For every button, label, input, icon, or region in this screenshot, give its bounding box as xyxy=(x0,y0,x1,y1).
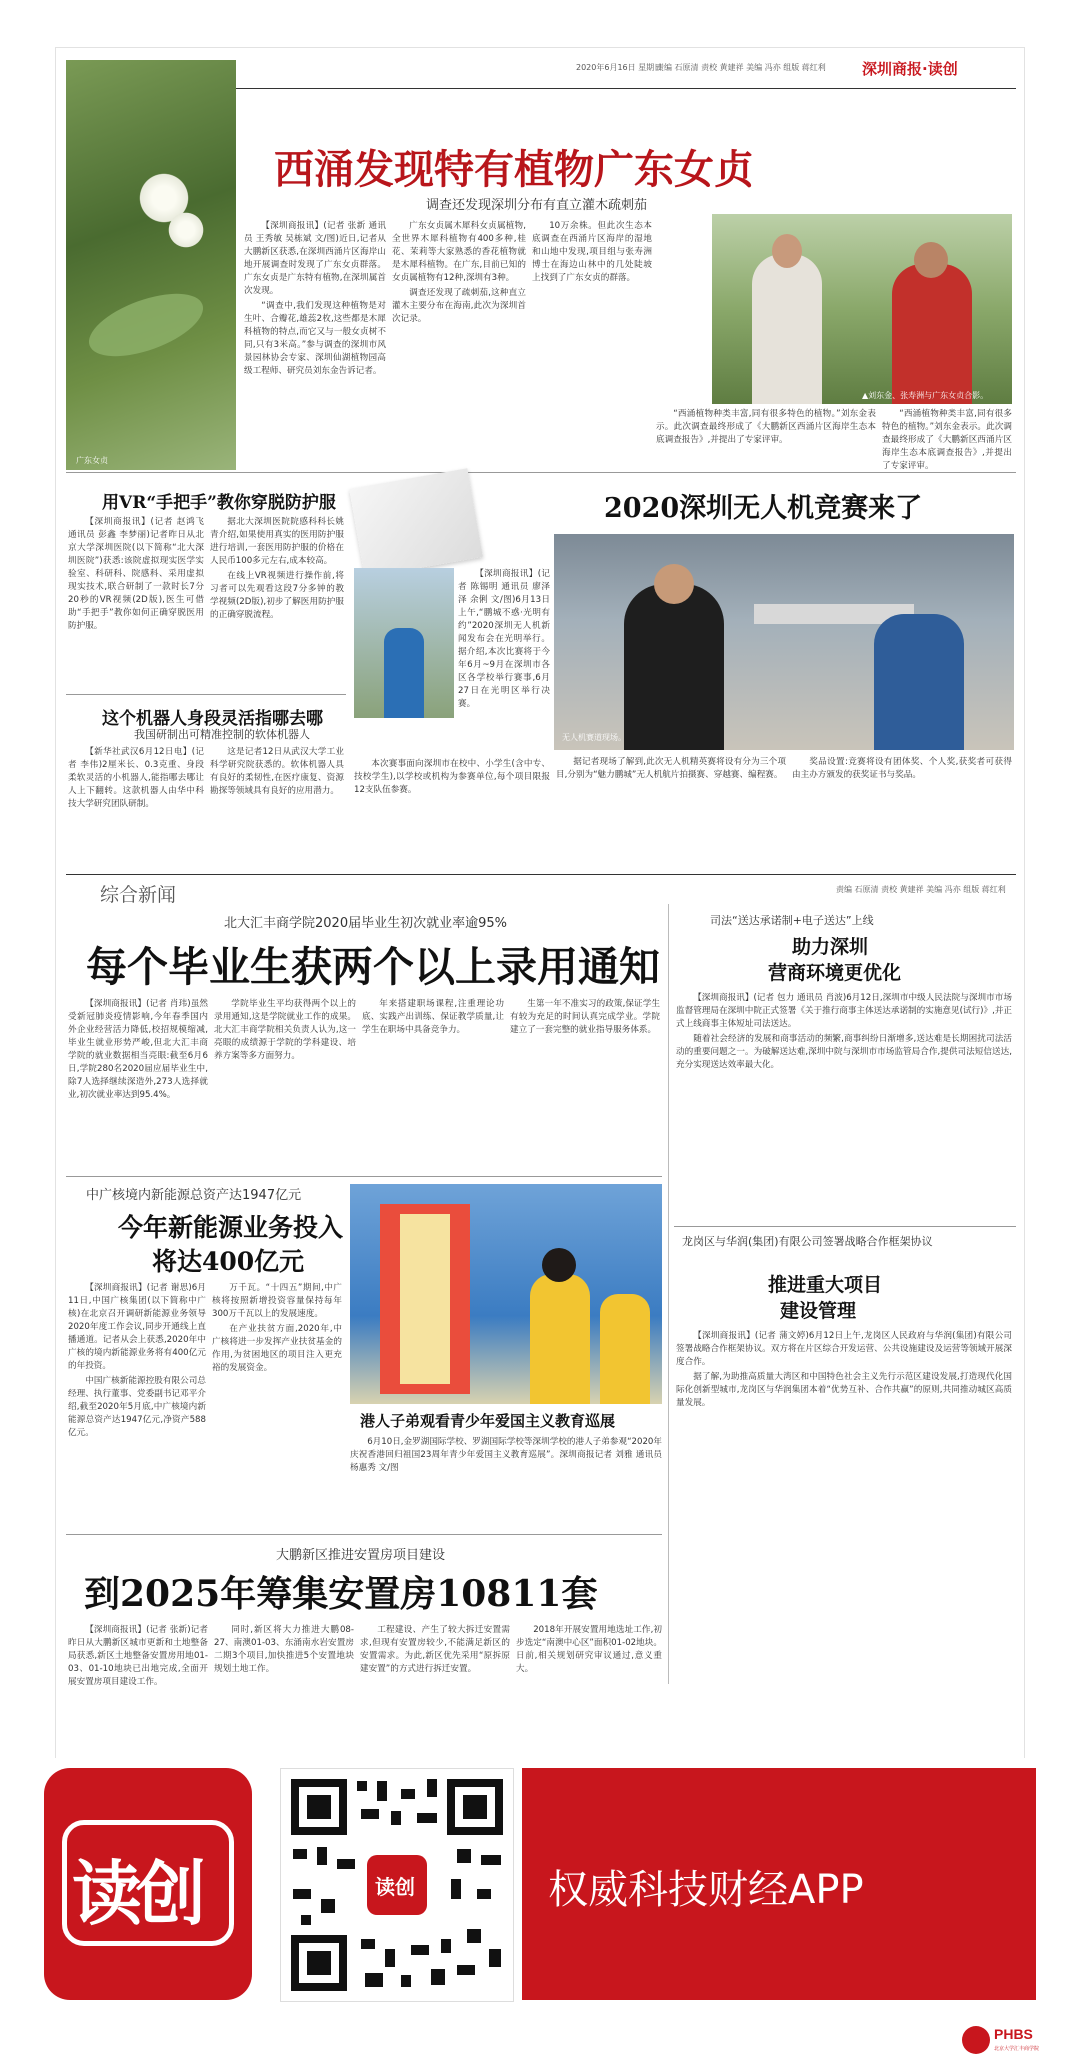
story4-column-3: 据记者现场了解到,此次无人机精英赛将设有分为三个项目,分别为“魅力鹏城”无人机航片拍摄赛、穿越赛、编程赛。 xyxy=(556,757,786,780)
phbs-logo-icon xyxy=(962,2026,990,2054)
photo-drone-contest xyxy=(554,534,1014,750)
slogan-box xyxy=(522,1768,1036,2000)
story4-column-2: 本次赛事面向深圳市在校中、小学生(含中专、技校学生),以学校或机构为参赛单位,每个项目限报12支队伍参赛。 xyxy=(354,759,550,795)
story1-column-4: “西涌植物种类丰富,同有很多特色的植物。”刘东金表示。此次调查最终形成了《大鹏新区西涌片区海岸生态本底调查报告》,并提出了专家评审。 xyxy=(656,409,876,445)
photo-caption-right: ▲刘东金、张寿洲与广东女贞合影。 xyxy=(862,391,989,400)
slogan-text: 权威科技财经APP xyxy=(548,1867,864,1913)
story7-headline: 港人子弟观看青少年爱国主义教育巡展 xyxy=(360,1412,616,1430)
story10-kicker: 大鹏新区推进安置房项目建设 xyxy=(276,1548,446,1563)
photo-exhibition xyxy=(350,1184,662,1404)
app-banner xyxy=(0,1758,1080,2064)
story3-column-1: 【新华社武汉6月12日电】(记者 李伟)2厘米长、0.3克重、身段柔软灵活的小机器人,能指哪去哪让人上下翻转。这款机器人由华中科技大学研究团队研制。 xyxy=(68,747,204,809)
qr-code[interactable] xyxy=(280,1768,514,2002)
paper-plane-graphic xyxy=(349,468,483,577)
story6-headline-line1: 今年新能源业务投入 xyxy=(118,1213,344,1242)
story4-photo-caption: 无人机赛道现场。 xyxy=(562,733,626,742)
page2-section-label: 综合新闻 xyxy=(100,884,177,906)
story4-column-1: 【深圳商报讯】(记者 陈锡明 通讯员 廖泽泽 余俐 文/图)6月13日上午,“鹏城不惑·光明有约”2020深圳无人机新闻发布会在光明举行。据介绍,本次比赛将于今年6月~9月在深圳市各区各学校举行赛事,6月27日在光明区举行决赛。 xyxy=(458,569,550,709)
story5-column-1: 【深圳商报讯】(记者 肖玮)虽然受新冠肺炎疫情影响,今年春季国内外企业经营活力降低,校招规模缩减,毕业生就业形势严峻,但北大汇丰商学院的就业数据相当亮眼:截至6月6日,学院280名2020届应届毕业生中,除7人选择继续深造外,273人选择就业,初次就业率达到95.4%。 xyxy=(68,999,208,1100)
story8-headline-line1: 助力深圳 xyxy=(792,936,869,958)
story5-kicker: 北大汇丰商学院2020届毕业生初次就业率逾95% xyxy=(224,916,507,931)
story6-kicker: 中广核境内新能源总资产达1947亿元 xyxy=(86,1188,302,1203)
paper-name: 深圳商报·读创 xyxy=(862,60,958,78)
story6-column-1: 【深圳商报讯】(记者 谢思)6月11日,中国广核集团(以下简称中广核)在北京召开调研新能源业务领导2020年度工作会议,同步开通线上直播通道。记者从会上获悉,2020年中广核的境内新能源业务将有400亿元的年投资。 中国广核新能源控股有限公司总经理、执行董事、党委副书记邓平介绍,截至2020年5月底,中广核境内新能源总资产达1947亿元,净资产588亿元。 xyxy=(68,1283,206,1438)
page2-editors: 责编 石原清 责校 黄建祥 美编 冯亦 组版 蒋红利 xyxy=(836,885,1006,894)
story3-column-2: 这是记者12日从武汉大学工业科学研究院获悉的。软体机器人具有良好的柔韧性,在医疗康复、资源勘探等领域具有良好的应用潜力。 xyxy=(210,747,344,796)
story2-headline: 用VR“手把手”教你穿脱防护服 xyxy=(102,493,336,513)
editors-line: 责编 石原清 责校 黄建祥 美编 冯亦 组版 蒋红利 xyxy=(656,63,826,72)
qr-center-logo: 读创 xyxy=(375,1875,415,1899)
story7-body: 6月10日,金罗湖国际学校、罗湖国际学校等深圳学校的港人子弟参观“2020年庆祝香港回归祖国23周年青少年爱国主义教育巡展”。深圳商报记者 刘雅 通讯员 杨惠秀 文/图 xyxy=(350,1437,662,1473)
newspaper-page xyxy=(56,48,1024,1758)
photo-drone-small xyxy=(354,568,454,718)
story3-subhead: 我国研制出可精准控制的软体机器人 xyxy=(134,728,310,741)
story5-column-4: 生第一年不准实习的政策,保证学生有较为充足的时间认真完成学业。学院建立了一套完整的就业指导服务体系。 xyxy=(510,999,660,1035)
story5-column-3: 年来搭建职场课程,注重理论功底、实践产出训练、保证教学质量,让学生在职场中具备竞争力。 xyxy=(362,999,504,1035)
story10-column-1: 【深圳商报讯】(记者 张新)记者昨日从大鹏新区城市更新和土地整备局获悉,新区土地整备安置房用地01-03、01-10地块已出地完成,全面开展安置房项目建设工作。 xyxy=(68,1625,208,1687)
story10-column-2: 同时,新区将大力推进大鹏08-27、南澳01-03、东涌南水岩安置房二期3个项目,加快推进5个安置地块规划土地工作。 xyxy=(214,1625,354,1674)
story9-body: 【深圳商报讯】(记者 蒲文婷)6月12日上午,龙岗区人民政府与华润(集团)有限公司签署战略合作框架协议。双方将在片区综合开发运营、公共设施建设及运营等领域开展深度合作。 据了解,为助推高质量大湾区和中国特色社会主义先行示范区建设发展,打造现代化国际化创新型城市,龙岗区与华润集团本着“优势互补、合作共赢”的原则,共同推动城区高质量发展。 xyxy=(676,1331,1012,1408)
story5-column-2: 学院毕业生平均获得两个以上的录用通知,这是学院就业工作的成果。北大汇丰商学院相关负责人认为,这一亮眼的成绩源于学院的学科建设、培养方案等多方面努力。 xyxy=(214,999,356,1061)
story1-headline: 西涌发现特有植物广东女贞 xyxy=(274,146,754,193)
story2-column-1: 【深圳商报讯】(记者 赵鸿飞 通讯员 彭鑫 李梦丽)记者昨日从北京大学深圳医院(以下简称“北大深圳医院”)获悉:该院虚拟现实医学实验室、科研科、院感科、采用虚拟现实技术,联合研制了一款时长7分20秒的VR视频(2D版),医生可借助“手把手”教你如何正确穿脱医用防护服。 xyxy=(68,517,204,631)
story3-headline: 这个机器人身段灵活指哪去哪 xyxy=(102,709,323,729)
story6-headline-line2: 将达400亿元 xyxy=(152,1247,305,1276)
photo-guangdong-privet xyxy=(66,60,236,470)
story10-column-3: 工程建设、产生了较大拆迁安置需求,但现有安置房较少,不能满足新区的安置需求。为此,新区优先采用“原拆原建安置”的方式进行拆迁安置。 xyxy=(360,1625,510,1674)
date-line: 2020年6月16日 星期日 xyxy=(576,63,663,72)
brand-logo-text: 读创 xyxy=(72,1852,200,1935)
phbs-logo-subtitle: 北京大学汇丰商学院 xyxy=(994,2046,1040,2052)
photo-researchers xyxy=(712,214,1012,404)
story1-column-5: “西涌植物种类丰富,同有很多特色的植物。”刘东金表示。此次调查最终形成了《大鹏新区西涌片区海岸生态本底调查报告》,并提出了专家评审。 xyxy=(882,409,1012,471)
brand-logo-box[interactable] xyxy=(44,1768,252,2000)
story2-column-2: 据北大深圳医院院感科科长姚青介绍,如果使用真实的医用防护服进行培训,一套医用防护服的价格在人民币100多元左右,成本较高。 在线上VR视频进行操作前,将习者可以先观看这段7分多钟的教学视频(2D版),初步了解医用防护服的正确穿脱流程。 xyxy=(210,517,344,620)
story9-headline-line2: 建设管理 xyxy=(780,1300,857,1322)
story9-headline-line1: 推进重大项目 xyxy=(768,1274,883,1296)
story4-column-4: 奖品设置:竞赛将设有团体奖、个人奖,获奖者可获得由主办方颁发的获奖证书与奖品。 xyxy=(792,757,1012,780)
story1-column-3: 10万余株。但此次生态本底调查在西涌片区海岸的湿地和山地中发现,项目组与张寿洲博士在海边山林中的几处陡坡上找到了广东女贞的群落。 xyxy=(532,221,652,283)
story4-headline: 2020深圳无人机竞赛来了 xyxy=(604,493,923,524)
story1-subhead: 调查还发现深圳分布有直立灌木疏刺茄 xyxy=(426,198,648,213)
story8-kicker: 司法“送达承诺制+电子送达”上线 xyxy=(710,914,874,927)
story5-headline: 每个毕业生获两个以上录用通知 xyxy=(86,943,660,991)
story8-body: 【深圳商报讯】(记者 包力 通讯员 肖波)6月12日,深圳市中级人民法院与深圳市市场监督管理局在深圳中院正式签署《关于推行商事主体送达承诺制的实施意见(试行)》,并正式上线商事主体短址司法送达。 随着社会经济的发展和商事活动的频繁,商事纠纷日渐增多,送达难是长期困扰司法活动的重要问题之一。为破解送达难,深圳中院与深圳市市场监管局合作,提供司法短信送达,充分实现送达效率最大化。 xyxy=(676,993,1013,1070)
story1-column-2: 广东女贞属木犀科女贞属植物,全世界木犀科植物有400多种,桂花、茉莉等大家熟悉的香花植物就是木犀科植物。在广东,目前已知的女贞属植物有12种,深圳有3种。 调查还发现了疏刺茄,这种直立灌木主要分布在海南,此次为深圳首次记录。 xyxy=(392,221,526,324)
phbs-logo-text: PHBS xyxy=(994,2026,1033,2042)
story8-headline-line2: 营商环境更优化 xyxy=(768,962,902,984)
story9-kicker: 龙岗区与华润(集团)有限公司签署战略合作框架协议 xyxy=(682,1235,933,1248)
story10-column-4: 2018年开展安置用地选址工作,初步选定“南澳中心区”面积01-02地块。日前,相关规划研究审议通过,意义重大。 xyxy=(516,1625,662,1674)
photo-caption-left: 广东女贞 xyxy=(76,456,108,465)
story1-column-1: 【深圳商报讯】(记者 张新 通讯员 王秀敏 吴栋斌 文/图)近日,记者从大鹏新区获悉,在深圳西涌片区海岸山地开展调查时发现了广东女贞群落。广东女贞是广东特有植物,在深圳属首次发现。 “调查中,我们发现这种植物是对生叶、合瓣花,雄蕊2枚,这些都是木犀科植物的特点,而它又与一般女贞树不同,只有3米高。”参与调查的深圳市风景园林协会专家、深圳仙湖植物园高级工程师、研究员刘东金告诉记者。 xyxy=(244,221,386,376)
story10-headline: 到2025年筹集安置房10811套 xyxy=(84,1573,598,1615)
story6-column-2: 万千瓦。“十四五”期间,中广核将按照新增投资容量保持每年300万千瓦以上的发展速度。 在产业扶贫方面,2020年,中广核将进一步发挥产业扶贫基金的作用,为贫困地区的项目注入更充裕的发展资金。 xyxy=(212,1283,342,1373)
